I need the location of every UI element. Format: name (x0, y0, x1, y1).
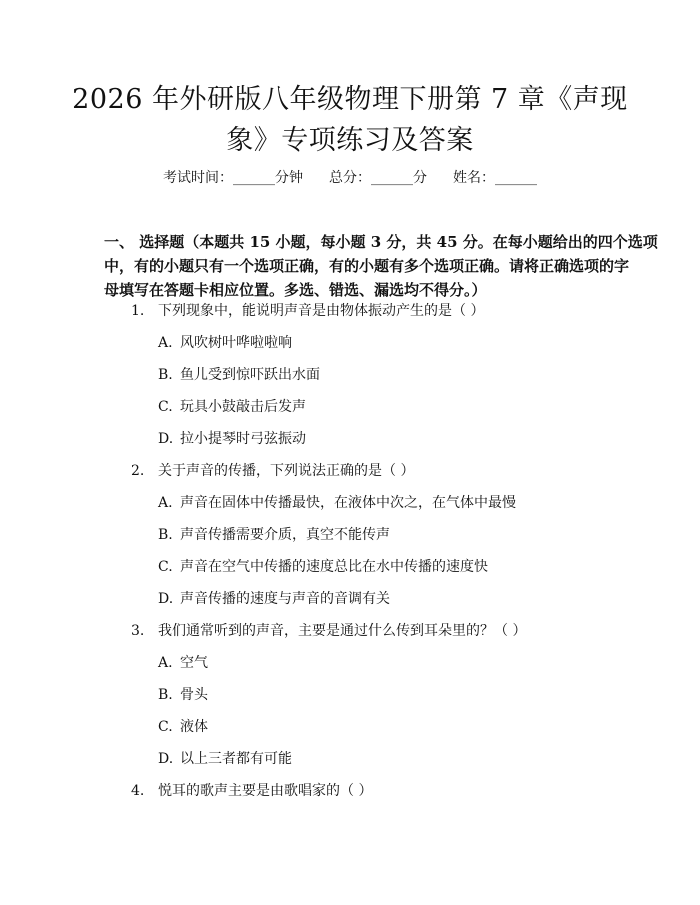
question-2-option-c (158, 557, 488, 577)
question-2 (131, 461, 414, 481)
section-heading-line-2: 中，有的小题只有一个选项正确，有的小题有多个选项正确。请将正确选项的字 (104, 257, 630, 275)
option-text: 液体 (180, 719, 208, 735)
option-text: 以上三者都有可能 (180, 751, 292, 767)
question-text: 关于声音的传播，下列说法正确的是（ ） (158, 463, 415, 479)
option-text: 骨头 (180, 687, 208, 703)
question-3-option-a (158, 653, 208, 673)
question-1-option-a (158, 333, 292, 353)
exam-score-field: 总分：______分 (329, 170, 427, 186)
option-letter: D. (158, 751, 174, 767)
option-letter: B. (158, 687, 173, 703)
question-2-option-b (158, 525, 390, 545)
question-1-option-b (158, 365, 320, 385)
option-text: 玩具小鼓敲击后发声 (180, 399, 306, 415)
exam-time-field: 考试时间：______分钟 (163, 170, 303, 186)
option-letter: C. (158, 719, 173, 735)
option-text: 拉小提琴时弓弦振动 (180, 431, 306, 447)
option-letter: B. (158, 527, 173, 543)
option-letter: B. (158, 367, 173, 383)
option-text: 声音传播的速度与声音的音调有关 (180, 591, 390, 607)
question-3-option-c (158, 717, 208, 737)
question-number: 1. (131, 303, 145, 319)
section-heading (104, 230, 658, 302)
question-1 (131, 301, 484, 321)
question-3-option-b (158, 685, 208, 705)
question-text: 我们通常听到的声音，主要是通过什么传到耳朵里的？（ ） (158, 623, 527, 639)
option-text: 声音传播需要介质，真空不能传声 (180, 527, 390, 543)
question-2-option-d (158, 589, 390, 609)
question-number: 2. (131, 463, 145, 479)
exam-meta (0, 168, 700, 188)
question-1-option-c (158, 397, 306, 417)
option-text: 鱼儿受到惊吓跃出水面 (180, 367, 320, 383)
question-3-option-d (158, 749, 292, 769)
question-1-option-d (158, 429, 306, 449)
option-text: 声音在空气中传播的速度总比在水中传播的速度快 (180, 559, 488, 575)
option-letter: C. (158, 559, 173, 575)
document-title-line-2: 象》专项练习及答案 (226, 125, 474, 156)
option-text: 风吹树叶哗啦啦响 (180, 335, 292, 351)
question-4 (131, 781, 372, 801)
question-text: 下列现象中，能说明声音是由物体振动产生的是（ ） (158, 303, 485, 319)
section-heading-line-1: 一、 选择题（本题共 15 小题，每小题 3 分，共 45 分。在每小题给出的四个选项 (104, 233, 658, 251)
option-letter: D. (158, 591, 174, 607)
option-letter: A. (158, 335, 173, 351)
question-2-option-a (158, 493, 516, 513)
question-number: 4. (131, 783, 145, 799)
question-number: 3. (131, 623, 145, 639)
question-3 (131, 621, 526, 641)
option-letter: C. (158, 399, 173, 415)
document-title-line-1: 2026 年外研版八年级物理下册第 7 章《声现 (72, 84, 628, 115)
option-text: 声音在固体中传播最快，在液体中次之，在气体中最慢 (180, 495, 516, 511)
option-text: 空气 (180, 655, 208, 671)
option-letter: A. (158, 495, 173, 511)
section-heading-line-3: 母填写在答题卡相应位置。多选、错选、漏选均不得分。） (104, 281, 487, 299)
student-name-field: 姓名：______ (453, 170, 537, 186)
question-text: 悦耳的歌声主要是由歌唱家的（ ） (158, 783, 373, 799)
option-letter: D. (158, 431, 174, 447)
option-letter: A. (158, 655, 173, 671)
